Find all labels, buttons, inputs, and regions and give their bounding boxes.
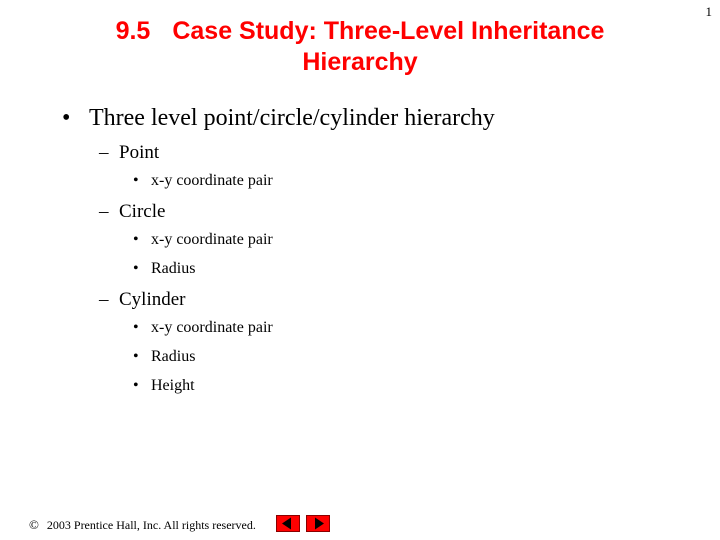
sub-item-text: Height: [151, 377, 195, 394]
bullet-icon: •: [133, 348, 139, 365]
main-bullet: [0, 101, 700, 135]
sub-item: [0, 166, 700, 195]
sub-item-text: x-y coordinate pair: [151, 231, 273, 248]
list-item-circle: [0, 198, 700, 225]
bullet-icon: •: [133, 231, 139, 248]
title-line-2: Hierarchy: [302, 48, 418, 76]
sub-item-text: Radius: [151, 260, 196, 277]
item-label: Cylinder: [119, 289, 186, 310]
copyright-icon: ©: [29, 517, 39, 532]
sub-item-text: Radius: [151, 348, 196, 365]
item-label: Point: [119, 142, 160, 163]
sub-item: [0, 342, 700, 371]
right-arrow-icon: [307, 516, 329, 531]
sub-item-text: x-y coordinate pair: [151, 319, 273, 336]
list-item-cylinder: [0, 286, 700, 313]
page-number: 1: [705, 4, 712, 19]
dash-icon: –: [99, 142, 109, 163]
sub-item: [0, 313, 700, 342]
bullet-icon: •: [62, 105, 71, 131]
previous-slide-button[interactable]: [276, 515, 300, 532]
slide-title: [40, 16, 680, 78]
bullet-icon: •: [133, 377, 139, 394]
bullet-icon: •: [133, 172, 139, 189]
bullet-icon: •: [133, 260, 139, 277]
slide-content: [0, 101, 700, 400]
main-bullet-text: Three level point/circle/cylinder hierarchy: [89, 105, 495, 131]
sub-item-text: x-y coordinate pair: [151, 172, 273, 189]
sub-item: [0, 371, 700, 400]
title-line-1: Case Study: Three-Level Inheritance: [172, 17, 605, 45]
sub-item: [0, 254, 700, 283]
item-label: Circle: [119, 201, 166, 222]
list-item-point: [0, 139, 700, 166]
copyright-text: 2003 Prentice Hall, Inc. All rights reserved.: [46, 518, 256, 532]
bullet-icon: •: [133, 319, 139, 336]
footer-copyright: [29, 517, 256, 533]
dash-icon: –: [99, 201, 109, 222]
section-number: 9.5: [115, 17, 151, 45]
next-slide-button[interactable]: [306, 515, 330, 532]
dash-icon: –: [99, 289, 109, 310]
left-arrow-icon: [277, 516, 299, 531]
sub-item: [0, 225, 700, 254]
